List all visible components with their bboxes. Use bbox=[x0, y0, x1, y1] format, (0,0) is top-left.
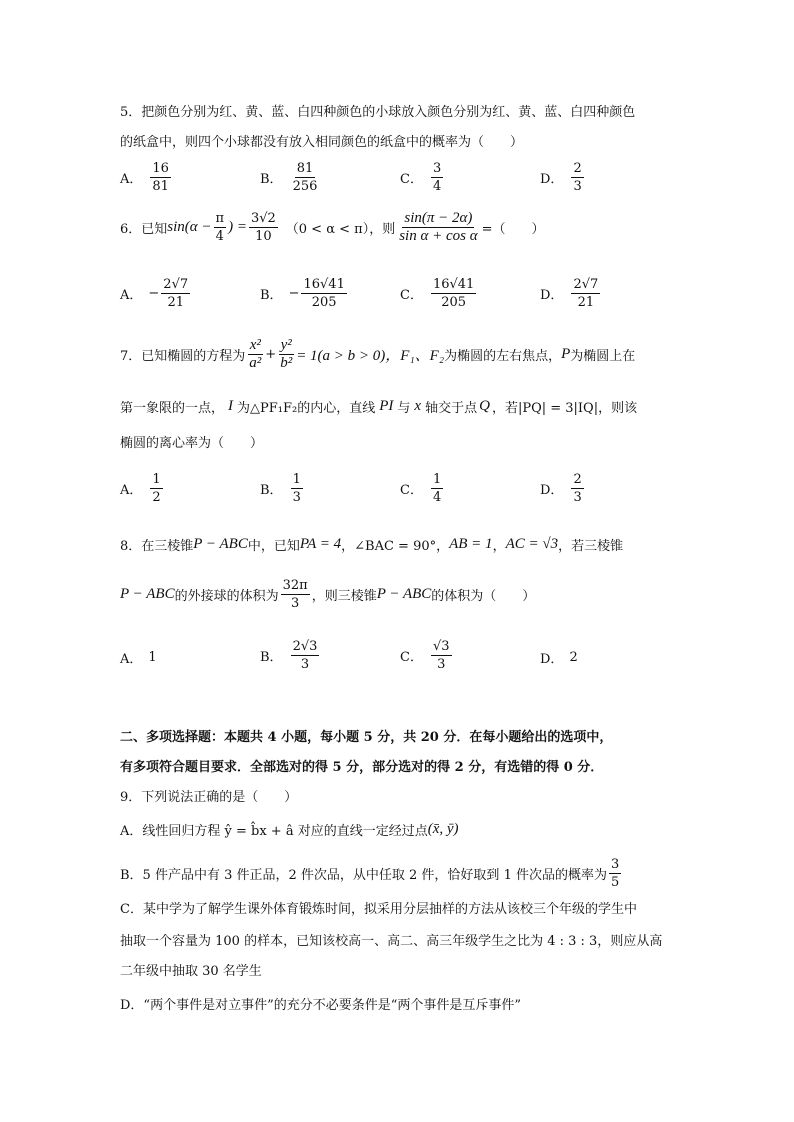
q7-stem-line2: 第一象限的一点， I 为△PF₁F₂的内心，直线 PI 与 x 轴交于点 Q ，若|PQ| = 3|IQ|，则该 bbox=[120, 398, 638, 416]
fraction: $\frac{16√41}{205}$ bbox=[303, 277, 345, 310]
q9-option-b: B．5 件产品中有 3 件正品，2 件次品，从中任取 2 件，恰好取到 1 件次品的概率为 $\frac{3}{5}$ bbox=[120, 857, 620, 890]
q9-option-a: A．线性回归方程 ŷ = b̂x + â 对应的直线一定经过点 (x̄, ȳ) bbox=[120, 821, 459, 839]
fraction: $\frac{\pi}{4}$ bbox=[215, 211, 225, 244]
fraction: $\frac{\text{y²}}{\text{b²}}$ bbox=[280, 337, 293, 371]
q7-option-d: D． $\frac{2}{3}$ bbox=[540, 472, 582, 505]
fraction: $\frac{√3}{3}$ bbox=[432, 639, 450, 672]
q6-stem: 6．已知 sin(α − $\frac{\pi}{4}$ ) = $\frac{3√2}{10}$ （0 < α < π），则 $\frac{\sin(\pi - 2\alpha)}{\text{sin α + cos α}}$ =（ ） bbox=[120, 210, 545, 244]
fraction: $\frac{2√3}{3}$ bbox=[292, 639, 318, 672]
fraction: $\frac{\sin(\pi - 2\alpha)}{\text{sin α + cos α}}$ bbox=[399, 210, 478, 244]
q5-option-d bbox=[540, 160, 586, 195]
q8-option-a: A． 1 bbox=[120, 650, 157, 667]
q5-stem-line2: 的纸盒中，则四个小球都没有放入相同颜色的纸盒中的概率为（ ） bbox=[120, 135, 524, 150]
option-label: A． bbox=[120, 172, 143, 187]
q8-option-d: D． 2 bbox=[540, 650, 578, 667]
section2-heading-line1: 二、多项选择题：本题共 4 小题，每小题 5 分，共 20 分．在每小题给出的选项中， bbox=[120, 730, 613, 745]
q9-stem: 9．下列说法正确的是（ ） bbox=[120, 790, 298, 805]
fraction: $\frac{3}{4}$ bbox=[432, 161, 442, 194]
fraction: $\frac{16}{81}$ bbox=[152, 161, 169, 194]
q5-option-c bbox=[400, 160, 445, 195]
q8-stem-line1: 8．在三棱锥 P − ABC 中，已知 PA = 4 ，∠BAC = 90°， AB = 1 ， AC = √3 ，若三棱锥 bbox=[120, 536, 624, 554]
option-label: D． bbox=[540, 172, 564, 187]
q9-option-c-line2: 抽取一个容量为 100 的样本，已知该校高一、高二、高三年级学生之比为 4 : 3 : 3，则应从高 bbox=[120, 934, 663, 949]
fraction: $\frac{2√7}{21}$ bbox=[163, 277, 189, 310]
option-label: B． bbox=[260, 172, 283, 187]
q6-option-d: D． $\frac{2√7}{21}$ bbox=[540, 277, 599, 310]
q5-stem-line1: 5．把颜色分别为红、黄、蓝、白四种颜色的小球放入颜色分别为红、黄、蓝、白四种颜色 bbox=[120, 105, 636, 120]
fraction: $\frac{1}{4}$ bbox=[432, 472, 442, 505]
section2-heading-line2: 有多项符合题目要求．全部选对的得 5 分，部分选对的得 2 分，有选错的得 0 分． bbox=[120, 760, 604, 775]
fraction: $\frac{3√2}{10}$ bbox=[250, 211, 276, 244]
q7-stem-line3: 椭圆的离心率为（ ） bbox=[120, 436, 264, 451]
q5-option-b bbox=[260, 160, 321, 195]
fraction: $\frac{\text{x²}}{\text{a²}}$ bbox=[249, 337, 262, 371]
fraction: $\frac{1}{2}$ bbox=[152, 472, 161, 505]
q5-option-a bbox=[120, 160, 173, 195]
q7-option-b: B． $\frac{1}{3}$ bbox=[260, 472, 301, 505]
fraction: $\frac{1}{3}$ bbox=[292, 472, 301, 505]
q9-option-c-line1: C．某中学为了解学生课外体育锻炼时间，拟采用分层抽样的方法从该校三个年级的学生中 bbox=[120, 902, 637, 917]
q7-stem-line1: 7．已知椭圆的方程为 $\frac{\text{x²}}{\text{a²}}$ + $\frac{\text{y²}}{\text{b²}}$ = 1(a > b > 0)， F₁、F₂ 为椭圆的左右焦点， P 为椭圆上在 bbox=[120, 337, 636, 371]
q9-option-d: D．“两个事件是对立事件”的充分不必要条件是“两个事件是互斥事件” bbox=[120, 998, 522, 1013]
fraction: $\frac{3}{5}$ bbox=[610, 857, 620, 890]
fraction: $\frac{2√7}{21}$ bbox=[573, 277, 599, 310]
q6-option-b: B． − $\frac{16√41}{205}$ bbox=[260, 277, 345, 310]
option-label: C． bbox=[400, 172, 423, 187]
q8-option-b: B． $\frac{2√3}{3}$ bbox=[260, 639, 318, 672]
q9-option-c-line3: 二年级中抽取 30 名学生 bbox=[120, 964, 262, 979]
fraction: $\frac{16√41}{205}$ bbox=[432, 277, 475, 310]
q7-option-c: C． $\frac{1}{4}$ bbox=[400, 472, 442, 505]
fraction: $\frac{2}{3}$ bbox=[573, 161, 582, 194]
fraction: $\frac{2}{3}$ bbox=[573, 472, 582, 505]
fraction: $\frac{81}{256}$ bbox=[292, 161, 318, 194]
q7-option-a: A． $\frac{1}{2}$ bbox=[120, 472, 161, 505]
q6-option-a: A． − $\frac{2√7}{21}$ bbox=[120, 277, 189, 310]
fraction: $\frac{32\pi}{3}$ bbox=[282, 578, 308, 611]
q8-stem-line2: P − ABC 的外接球的体积为 $\frac{32\pi}{3}$ ，则三棱锥 P − ABC 的体积为（ ） bbox=[120, 578, 536, 611]
q8-option-c: C． $\frac{√3}{3}$ bbox=[400, 639, 450, 672]
q6-option-c: C． $\frac{16√41}{205}$ bbox=[400, 277, 475, 310]
